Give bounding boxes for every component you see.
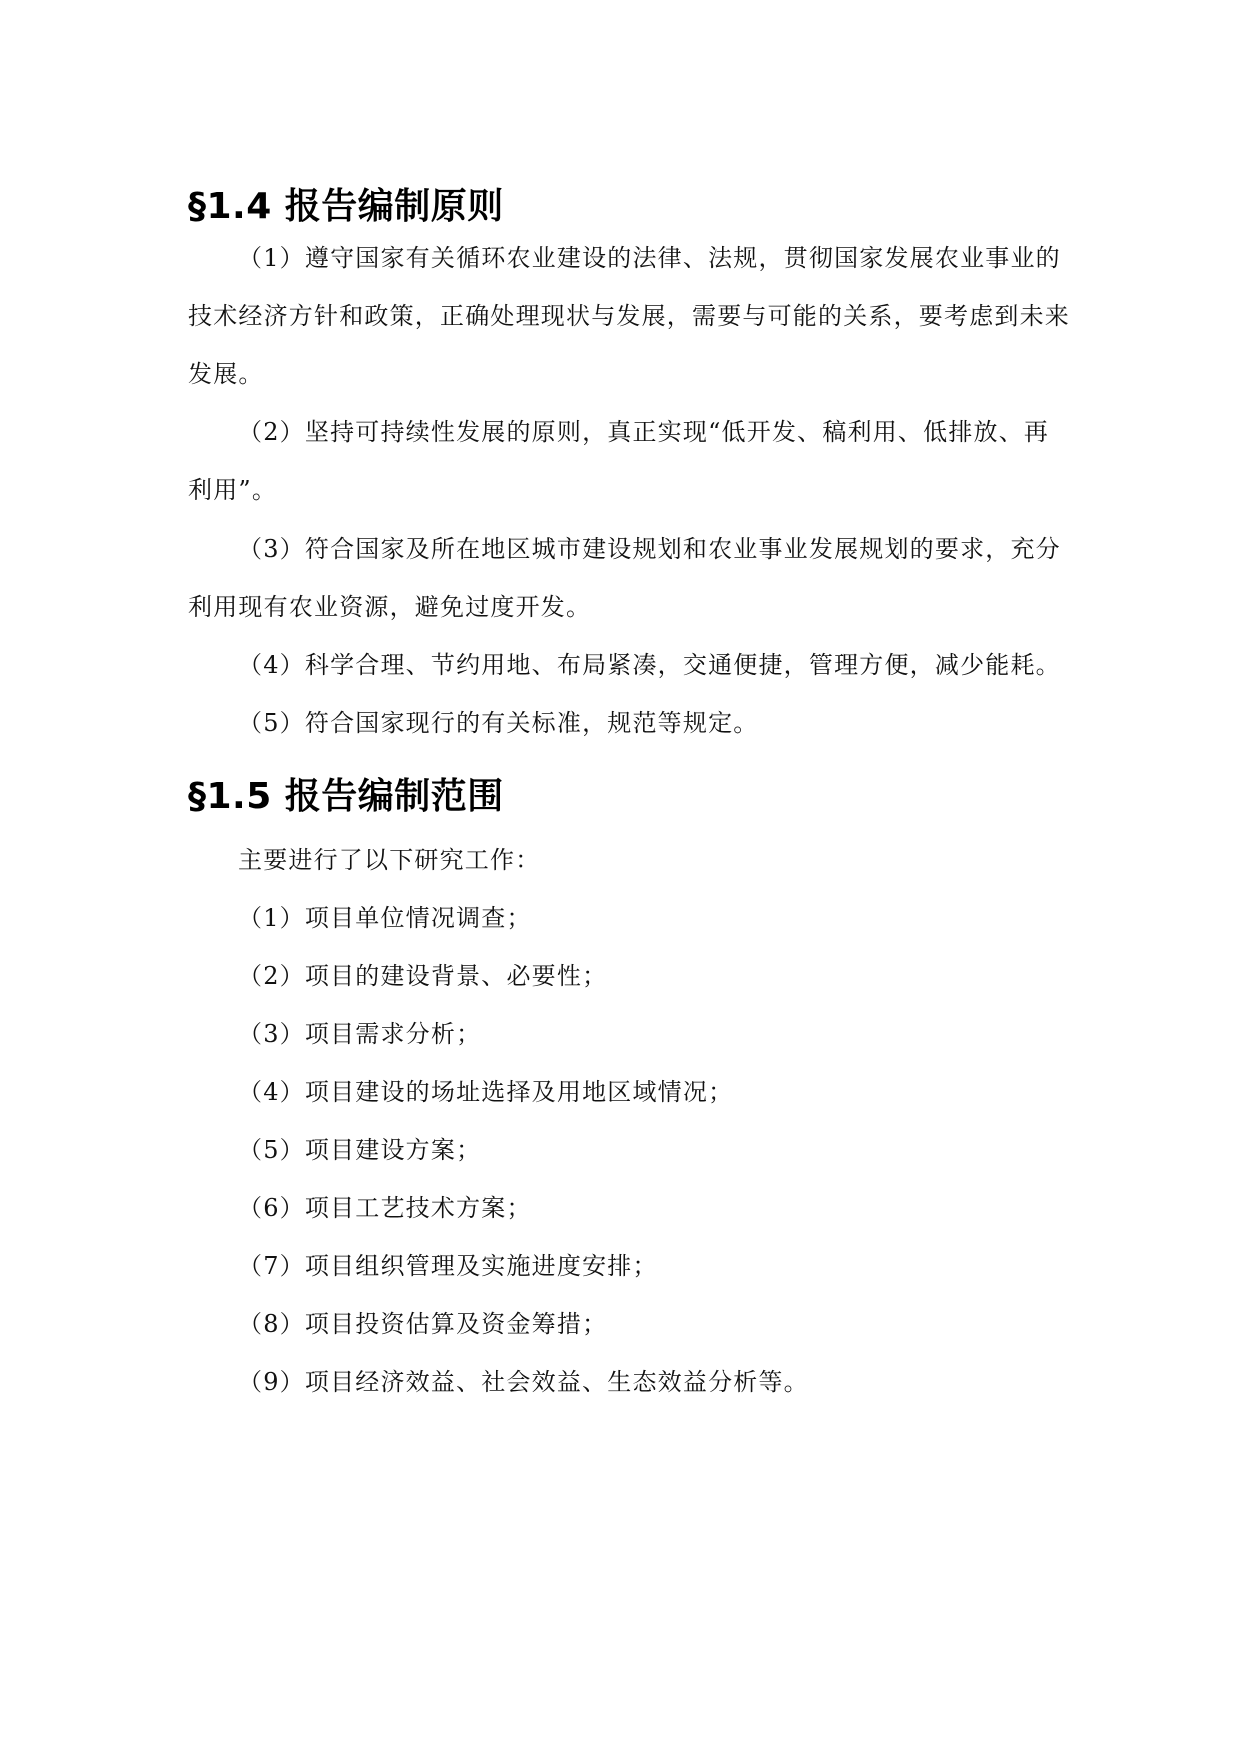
scope-item-4: （4）项目建设的场址选择及用地区域情况； — [238, 1078, 734, 1106]
scope-item-1: （1）项目单位情况调查； — [238, 904, 532, 932]
principle-4-line: （4）科学合理、节约用地、布局紧凑，交通便捷，管理方便，减少能耗。 — [238, 651, 1061, 679]
principle-1-line-2: 技术经济方针和政策，正确处理现状与发展，需要与可能的关系，要考虑到未来 — [188, 302, 1070, 330]
scope-item-2: （2）项目的建设背景、必要性； — [238, 962, 608, 990]
principle-3-line-1: （3）符合国家及所在地区城市建设规划和农业事业发展规划的要求，充分 — [238, 535, 1061, 563]
scope-item-5: （5）项目建设方案； — [238, 1136, 482, 1164]
principle-1-line-1: （1）遵守国家有关循环农业建设的法律、法规，贯彻国家发展农业事业的 — [238, 244, 1061, 272]
scope-item-3: （3）项目需求分析； — [238, 1020, 482, 1048]
scope-item-8: （8）项目投资估算及资金筹措； — [238, 1310, 608, 1338]
principle-3-line-2: 利用现有农业资源，避免过度开发。 — [188, 593, 592, 621]
scope-item-7: （7）项目组织管理及实施进度安排； — [238, 1252, 658, 1280]
scope-intro: 主要进行了以下研究工作： — [238, 846, 541, 874]
principle-2-line-2: 利用”。 — [188, 476, 278, 504]
section-1-5-heading: §1.5 报告编制范围 — [188, 776, 504, 817]
scope-item-6: （6）项目工艺技术方案； — [238, 1194, 532, 1222]
principle-5-line: （5）符合国家现行的有关标准，规范等规定。 — [238, 709, 759, 737]
scope-item-9: （9）项目经济效益、社会效益、生态效益分析等。 — [238, 1368, 809, 1396]
section-1-4-heading: §1.4 报告编制原则 — [188, 186, 504, 227]
principle-1-line-3: 发展。 — [188, 360, 264, 388]
principle-2-line-1: （2）坚持可持续性发展的原则，真正实现“低开发、稿利用、低排放、再 — [238, 418, 1050, 446]
